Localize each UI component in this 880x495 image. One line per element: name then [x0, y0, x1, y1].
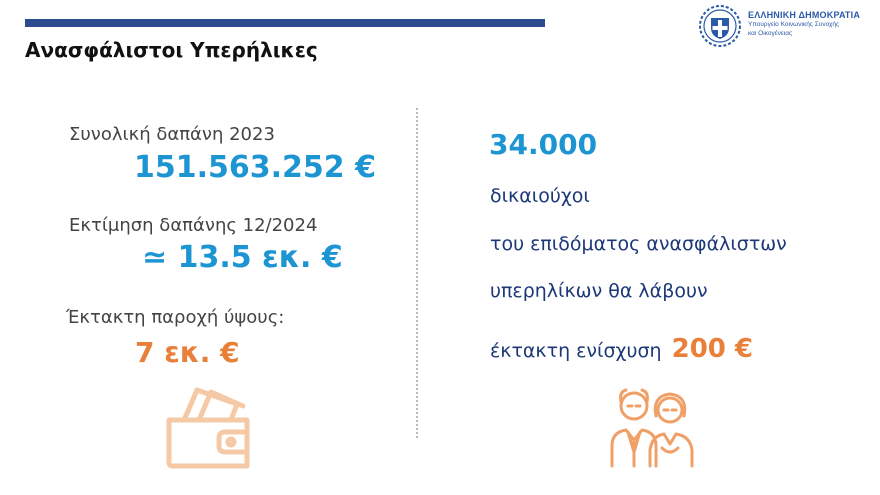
spend-estimate-label: Εκτίμηση δαπάνης 12/2024 — [69, 215, 318, 236]
ministry-line-1: Υπουργείο Κοινωνικής Συνοχής — [748, 21, 840, 28]
greek-emblem-icon — [698, 4, 742, 48]
beneficiaries-line-1: δικαιούχοι — [490, 185, 590, 207]
ministry-line-2: και Οικογένειας — [748, 30, 793, 37]
total-spend-2023-label: Συνολική δαπάνη 2023 — [69, 124, 275, 145]
total-spend-2023-value: 151.563.252 € — [134, 150, 376, 185]
beneficiaries-line-3: υπερηλίκων θα λάβουν — [490, 280, 708, 302]
extra-benefit-value: 7 εκ. € — [135, 336, 240, 369]
column-divider — [416, 108, 418, 438]
beneficiaries-line-4 — [490, 334, 753, 364]
elderly-couple-icon — [606, 382, 698, 468]
org-name: ΕΛΛΗΝΙΚΗ ΔΗΜΟΚΡΑΤΙΑ — [748, 10, 861, 20]
government-logo — [696, 4, 876, 48]
wallet-icon — [161, 378, 261, 473]
beneficiaries-line-2: του επιδόματος ανασφάλιστων — [490, 233, 787, 255]
spend-estimate-value: ≃ 13.5 εκ. € — [142, 240, 343, 275]
title-accent-bar — [25, 19, 545, 27]
support-amount: 200 € — [671, 334, 754, 364]
beneficiaries-count: 34.000 — [489, 128, 598, 161]
extra-benefit-label: Έκτακτη παροχή ύψους: — [66, 307, 285, 328]
slide-title: Ανασφάλιστοι Υπερήλικες — [25, 38, 318, 62]
support-text: έκτακτη ενίσχυση — [490, 340, 662, 362]
